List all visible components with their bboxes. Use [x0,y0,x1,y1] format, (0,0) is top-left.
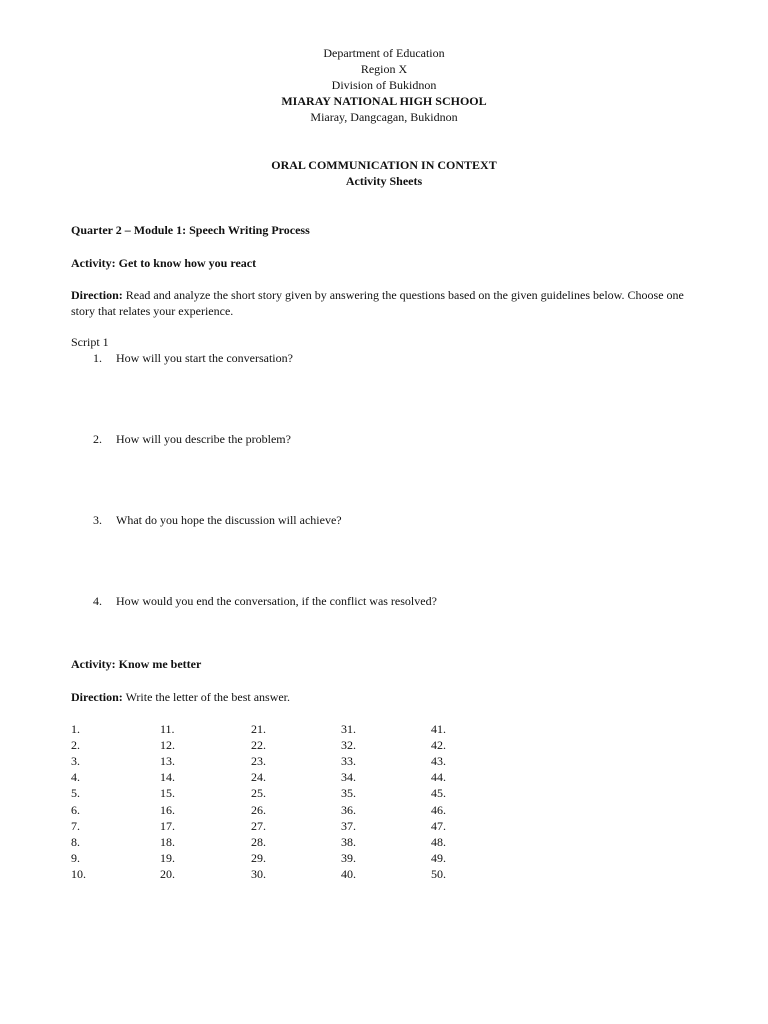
answer-number: 9. [71,850,80,865]
answer-number: 30. [251,866,266,881]
answer-number: 48. [431,834,446,849]
answer-number: 10. [71,866,86,881]
script-label: Script 1 [71,335,109,349]
answer-number: 15. [160,786,175,801]
answer-number: 6. [71,802,80,817]
answer-number: 2. [71,738,80,753]
direction-text-line2: story that relates your experience. [71,304,234,318]
module-heading: Quarter 2 – Module 1: Speech Writing Process [71,223,310,237]
question-text: How will you start the conversation? [116,351,293,365]
answer-number: 13. [160,754,175,769]
activity-2-heading: Activity: Know me better [71,657,202,671]
question-number: 3. [93,513,102,527]
question-text: How will you describe the problem? [116,432,291,446]
answer-number: 32. [341,738,356,753]
activity-1-direction [71,288,684,303]
answer-number: 19. [160,850,175,865]
answer-number: 26. [251,802,266,817]
answer-number: 47. [431,818,446,833]
direction-label: Direction: [71,690,123,704]
answer-number: 4. [71,770,80,785]
question-text: How would you end the conversation, if the conflict was resolved? [116,594,437,608]
answer-number: 12. [160,738,175,753]
question-number: 1. [93,351,102,365]
answer-number: 35. [341,786,356,801]
answer-number: 23. [251,754,266,769]
answer-number: 14. [160,770,175,785]
answer-number: 28. [251,834,266,849]
answer-number: 29. [251,850,266,865]
answer-number: 34. [341,770,356,785]
answer-number: 3. [71,754,80,769]
answer-number: 50. [431,866,446,881]
answer-number: 43. [431,754,446,769]
direction-text: Write the letter of the best answer. [125,690,291,704]
answer-number: 5. [71,786,80,801]
question-number: 4. [93,594,102,608]
answer-number: 24. [251,770,266,785]
direction-label: Direction: [71,288,123,302]
question-text: What do you hope the discussion will achieve? [116,513,342,527]
answer-number: 16. [160,802,175,817]
answer-number: 44. [431,770,446,785]
header-division: Division of Bukidnon [331,78,437,92]
answer-number: 17. [160,818,175,833]
answer-number: 8. [71,834,80,849]
answer-number: 37. [341,818,356,833]
answer-number: 40. [341,866,356,881]
answer-number: 22. [251,738,266,753]
document-subtitle: Activity Sheets [345,174,423,188]
answer-number: 21. [251,722,266,736]
answer-number: 11. [160,722,175,736]
answer-number: 7. [71,818,80,833]
header-region: Region X [360,62,408,76]
answer-number: 45. [431,786,446,801]
answer-number: 27. [251,818,266,833]
header-department: Department of Education [323,46,445,60]
answer-number: 18. [160,834,175,849]
answer-number: 33. [341,754,356,769]
answer-number: 42. [431,738,446,753]
activity-1-heading: Activity: Get to know how you react [71,256,257,270]
question-number: 2. [93,432,102,446]
answer-number: 31. [341,722,356,736]
header-school: MIARAY NATIONAL HIGH SCHOOL [281,94,487,108]
direction-text-line1: Read and analyze the short story given by answering the questions based on the given guidelines below. Choose one [125,288,684,302]
answer-number: 39. [341,850,356,865]
activity-2-direction [71,690,290,705]
answer-number: 36. [341,802,356,817]
document-title: ORAL COMMUNICATION IN CONTEXT [271,158,497,172]
header-address: Miaray, Dangcagan, Bukidnon [310,110,458,124]
answer-number: 49. [431,850,446,865]
answer-number: 38. [341,834,356,849]
answer-number: 20. [160,866,175,881]
answer-number: 46. [431,802,446,817]
answer-number: 25. [251,786,266,801]
answer-number: 41. [431,722,446,736]
answer-number: 1. [71,722,80,736]
